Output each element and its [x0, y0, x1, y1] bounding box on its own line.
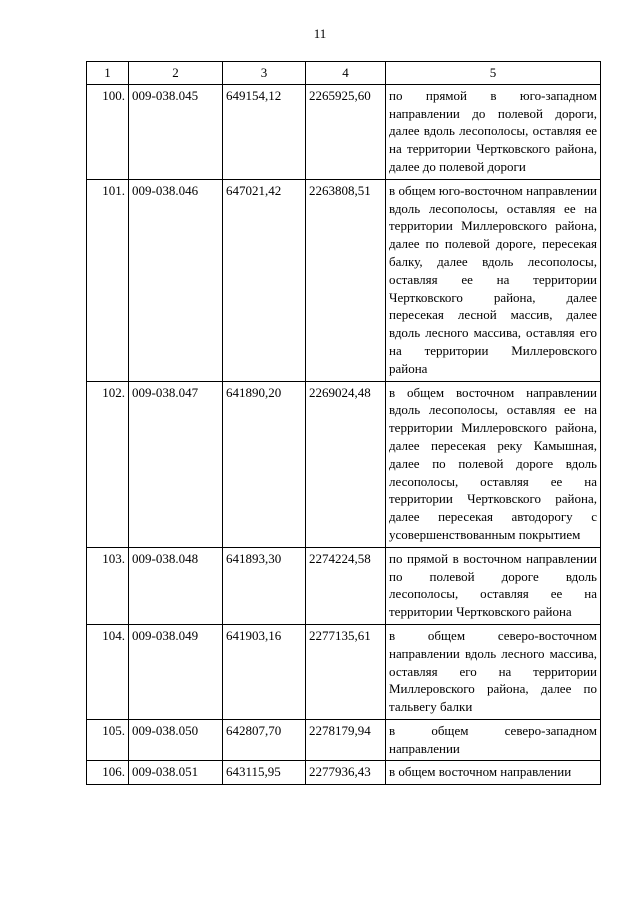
coordinate-y: 2263808,51: [306, 179, 386, 381]
coordinate-x: 643115,95: [223, 761, 306, 785]
table-row: [87, 719, 601, 761]
column-header-4: 4: [306, 62, 386, 85]
row-number: 102.: [87, 381, 129, 547]
coordinate-x: 649154,12: [223, 84, 306, 179]
boundary-description: в общем восточном направлении вдоль лесополосы, оставляя ее на территории Миллеровского района, далее пересекая реку Камышная, далее по полевой дороге вдоль лесополосы, оставляя ее на территории Чертковского района, далее пересекая автодорогу с усовершенствованным покрытием: [386, 381, 601, 547]
coordinate-x: 642807,70: [223, 719, 306, 761]
coordinate-y: 2277936,43: [306, 761, 386, 785]
coordinate-x: 647021,42: [223, 179, 306, 381]
point-code: 009-038.051: [129, 761, 223, 785]
boundary-description: в общем северо-восточном направлении вдоль лесного массива, оставляя его на территории Миллеровского района, далее по тальвегу балки: [386, 624, 601, 719]
coordinate-x: 641903,16: [223, 624, 306, 719]
boundary-description: в общем юго-восточном направлении вдоль лесополосы, оставляя ее на территории Миллеровского района, далее по полевой дороге, пересекая балку, далее вдоль лесополосы, оставляя ее на территории Чертковского района, далее пересекая лесной массив, далее вдоль лесного массива, оставляя его на территории Миллеровского района: [386, 179, 601, 381]
boundary-description: по прямой в юго-западном направлении до полевой дороги, далее вдоль лесополосы, оставляя ее на территории Чертковского района, далее до полевой дороги: [386, 84, 601, 179]
page-number: 11: [313, 26, 327, 41]
row-number: 106.: [87, 761, 129, 785]
boundary-points-table: [86, 61, 601, 785]
table-row: [87, 624, 601, 719]
table-header-row: [87, 62, 601, 85]
table-row: [87, 547, 601, 624]
point-code: 009-038.045: [129, 84, 223, 179]
point-code: 009-038.047: [129, 381, 223, 547]
table-row: [87, 761, 601, 785]
point-code: 009-038.050: [129, 719, 223, 761]
table-row: [87, 84, 601, 179]
coordinate-y: 2277135,61: [306, 624, 386, 719]
row-number: 100.: [87, 84, 129, 179]
column-header-2: 2: [129, 62, 223, 85]
table-row: [87, 179, 601, 381]
coordinate-x: 641893,30: [223, 547, 306, 624]
boundary-description: в общем северо-западном направлении: [386, 719, 601, 761]
coordinate-x: 641890,20: [223, 381, 306, 547]
row-number: 104.: [87, 624, 129, 719]
column-header-5: 5: [386, 62, 601, 85]
coordinate-y: 2265925,60: [306, 84, 386, 179]
row-number: 101.: [87, 179, 129, 381]
point-code: 009-038.049: [129, 624, 223, 719]
boundary-description: в общем восточном направлении: [386, 761, 601, 785]
point-code: 009-038.048: [129, 547, 223, 624]
coordinate-y: 2278179,94: [306, 719, 386, 761]
coordinate-y: 2269024,48: [306, 381, 386, 547]
row-number: 105.: [87, 719, 129, 761]
boundary-description: по прямой в восточном направлении по полевой дороге вдоль лесополосы, оставляя ее на территории Чертковского района: [386, 547, 601, 624]
row-number: 103.: [87, 547, 129, 624]
coordinate-y: 2274224,58: [306, 547, 386, 624]
column-header-3: 3: [223, 62, 306, 85]
table-row: [87, 381, 601, 547]
point-code: 009-038.046: [129, 179, 223, 381]
column-header-1: 1: [87, 62, 129, 85]
